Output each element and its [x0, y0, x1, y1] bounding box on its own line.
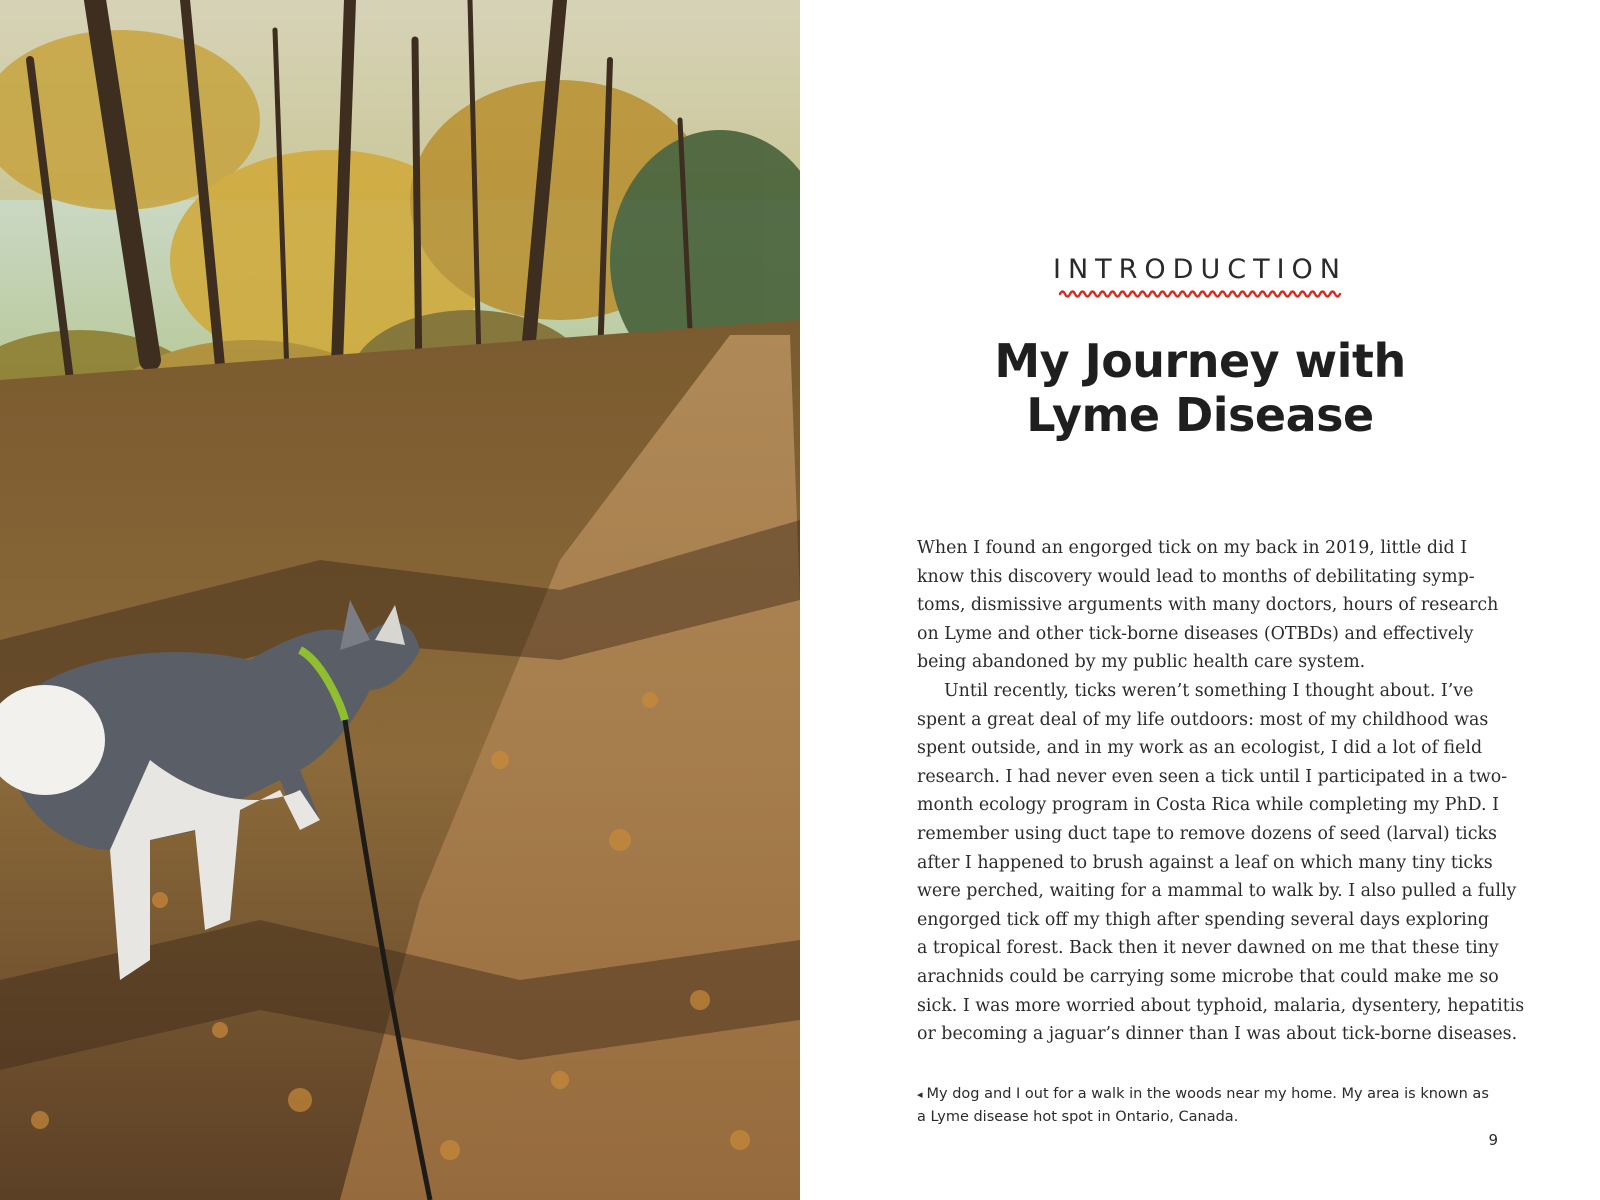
caption-arrow-icon: ◂: [917, 1088, 923, 1101]
paragraph: [917, 534, 1497, 677]
text-line: know this discovery would lead to months of debilitating symp-: [917, 566, 1475, 587]
text-line: toms, dismissive arguments with many doctors, hours of research: [917, 595, 1499, 616]
book-page: [800, 0, 1600, 1200]
text-line: engorged tick off my thigh after spending several days exploring: [917, 909, 1490, 930]
text-line: or becoming a jaguar’s dinner than I was about tick-borne diseases.: [917, 1024, 1518, 1045]
chapter-title: [800, 334, 1600, 442]
caption-line: a Lyme disease hot spot in Ontario, Canada.: [917, 1109, 1239, 1125]
squiggle-underline-icon: [1058, 287, 1342, 301]
text-line: spent a great deal of my life outdoors: most of my childhood was: [917, 709, 1489, 730]
caption-line: [917, 1083, 1497, 1106]
text-line: a tropical forest. Back then it never dawned on me that these tiny: [917, 938, 1499, 959]
text-line: When I found an engorged tick on my back in 2019, little did I: [917, 538, 1468, 558]
text-line: being abandoned by my public health care system.: [917, 652, 1366, 673]
photo-caption: [917, 1083, 1497, 1129]
text-line: after I happened to brush against a leaf on which many tiny ticks: [917, 852, 1493, 873]
text-line: research. I had never even seen a tick until I participated in a two-: [917, 766, 1508, 787]
caption-text: My dog and I out for a walk in the woods near my home. My area is known as: [926, 1086, 1489, 1102]
chapter-title-line: My Journey with: [994, 334, 1406, 388]
chapter-kicker: INTRODUCTION: [1053, 254, 1347, 285]
body-text: [917, 534, 1525, 1049]
text-line: sick. I was more worried about typhoid, malaria, dysentery, hepatitis: [917, 995, 1525, 1016]
page-number: 9: [1488, 1131, 1498, 1149]
text-line: were perched, waiting for a mammal to walk by. I also pulled a fully: [917, 881, 1517, 902]
text-line: arachnids could be carrying some microbe that could make me so: [917, 966, 1499, 987]
text-line: Until recently, ticks weren’t something I thought about. I’ve: [944, 680, 1474, 701]
text-line: spent outside, and in my work as an ecologist, I did a lot of field: [917, 738, 1483, 759]
chapter-title-line: Lyme Disease: [1026, 388, 1374, 442]
paragraph: [917, 677, 1525, 1049]
text-line: remember using duct tape to remove dozens of seed (larval) ticks: [917, 823, 1497, 844]
text-line: on Lyme and other tick-borne diseases (OTBDs) and effectively: [917, 623, 1474, 644]
text-line: month ecology program in Costa Rica while completing my PhD. I: [917, 795, 1499, 816]
